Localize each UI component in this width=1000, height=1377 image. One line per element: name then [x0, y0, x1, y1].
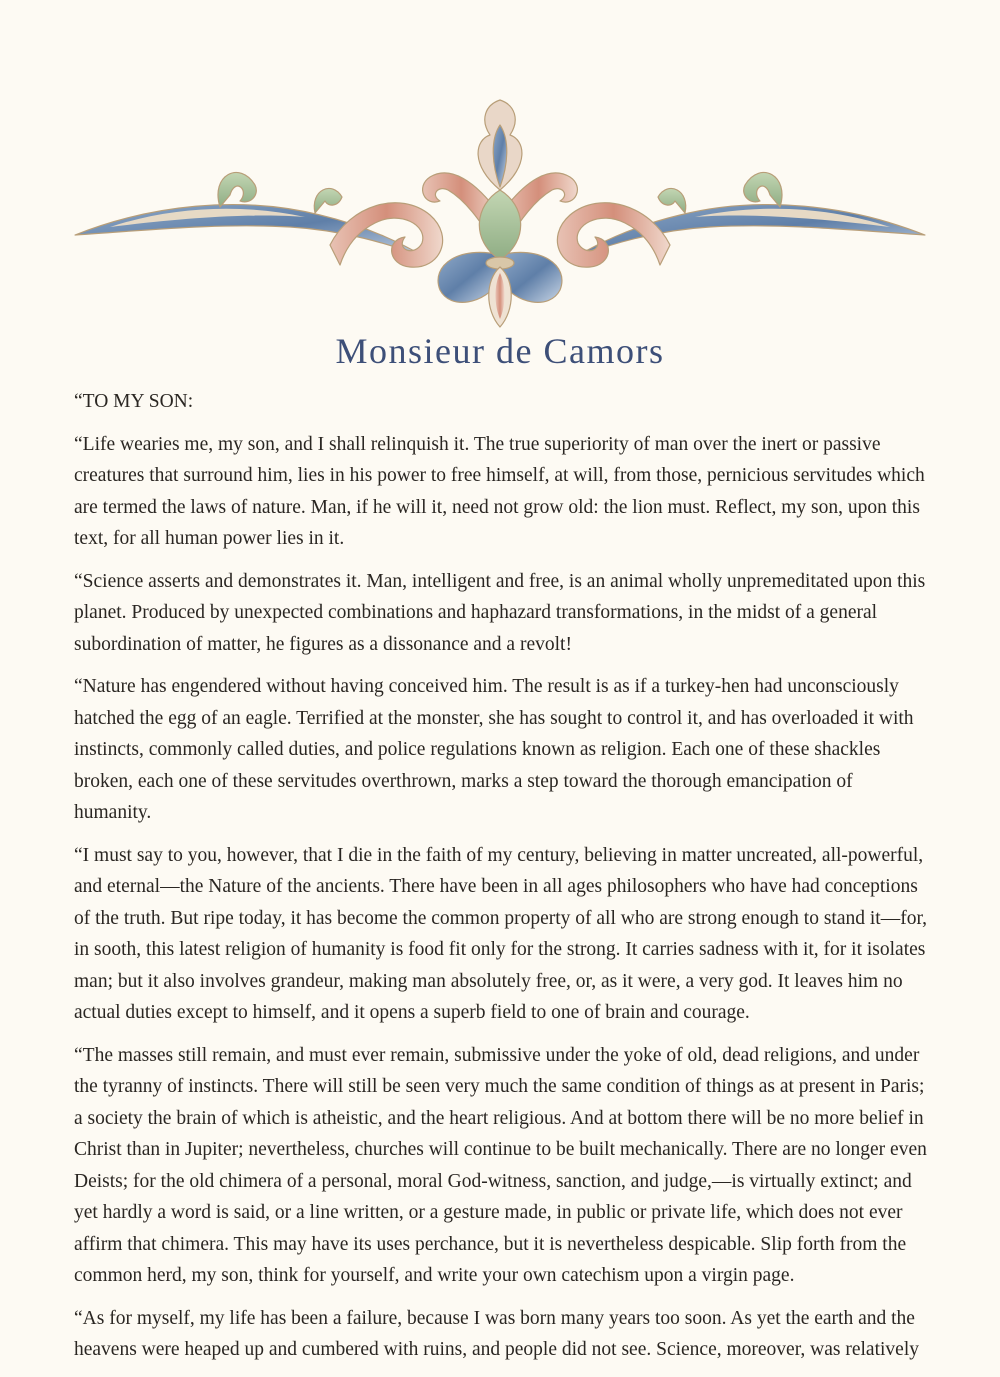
paragraph: “As for myself, my life has been a failure, because I was born many years too soon. As yet the earth and the heavens were heaped up and cumbered with ruins, and people did not see. Science, moreover, was relatively [74, 1307, 919, 1360]
paragraph: “Science asserts and demonstrates it. Man, intelligent and free, is an animal wholly unpremeditated upon this planet. Produced by unexpected combinations and haphazard transformations, in the midst of a general subordination of matter, he figures as a dissonance and a revolt! [74, 570, 926, 655]
page-title: Monsieur de Camors [335, 331, 665, 371]
paragraph: “I must say to you, however, that I die in the faith of my century, believing in matter uncreated, all-powerful, and eternal—the Nature of the ancients. There have been in all ages philosophers who have had conceptions of the truth. But ripe today, it has become the common property of all who are strong enough to stand it—for, in sooth, this latest religion of humanity is food fit only for the strong. It carries sadness with it, for it isolates man; but it also involves grandeur, making man absolutely free, or, as it were, a very god. It leaves him no actual duties except to himself, and it opens a superb field to one of brain and courage. [74, 844, 928, 1023]
document-body [74, 386, 932, 1377]
paragraph: “Nature has engendered without having conceived him. The result is as if a turkey-hen had unconsciously hatched the egg of an eagle. Terrified at the monster, she has sought to control it, and has overloaded it with instincts, commonly called duties, and police regulations known as religion. Each one of these shackles broken, each one of these servitudes overthrown, marks a step toward the thorough emancipation of humanity. [74, 676, 914, 823]
paragraph: “TO MY SON: [74, 391, 194, 412]
paragraph: “Life wearies me, my son, and I shall relinquish it. The true superiority of man over the inert or passive creatures that surround him, lies in his power to free himself, at will, from those, pernicious servitudes which are termed the laws of nature. Man, if he will it, need not grow old: the lion must. Reflect, my son, upon this text, for all human power lies in it. [74, 433, 925, 549]
paragraph: “The masses still remain, and must ever remain, submissive under the yoke of old, dead religions, and under the tyranny of instincts. There will still be seen very much the same condition of things as at present in Paris; a society the brain of which is atheistic, and the heart religious. And at bottom there will be no more belief in Christ than in Jupiter; nevertheless, churches will continue to be built mechanically. There are no longer even Deists; for the old chimera of a personal, moral God-witness, sanction, and judge,—is virtually extinct; and yet hardly a word is said, or a line written, or a gesture made, in public or private life, which does not ever affirm that chimera. This may have its uses perchance, but it is nevertheless despicable. Slip forth from the common herd, my son, think for yourself, and write your own catechism upon a virgin page. [74, 1044, 927, 1286]
floral-scroll-ornament-icon [70, 95, 930, 335]
